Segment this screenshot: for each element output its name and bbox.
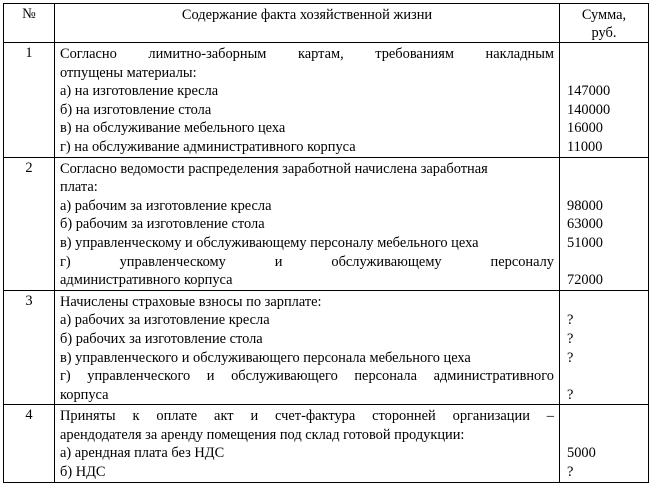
header-content: Содержание факта хозяйственной жизни [55,4,560,43]
header-sum-line1: Сумма, [581,7,627,23]
amount-value: 140000 [567,101,611,118]
amount-value: ? [567,349,574,366]
row-title-line: отпущены материалы: [60,64,197,81]
amount-value: 51000 [567,234,603,251]
amount-value: 63000 [567,216,603,233]
row-amounts [560,405,649,482]
amount-value: 5000 [567,445,596,462]
row-item: в) на обслуживание мебельного цеха [60,120,286,137]
amount-value: ? [567,330,574,347]
header-sum [560,4,649,43]
row-title-line: Согласно лимитно-заборным картам, требованиям накладным [60,46,554,62]
row-item: а) рабочим за изготовление кресла [60,197,272,214]
row-item: а) на изготовление кресла [60,83,219,100]
row-item: в) управленческого и обслуживающего персонала мебельного цеха [60,349,471,366]
amount-value: 147000 [567,83,611,100]
row-amounts [560,290,649,405]
row-item: в) управленческому и обслуживающему персоналу мебельного цеха [60,234,479,251]
table-row [4,157,649,290]
table-row [4,405,649,482]
header-sum-line2: руб. [591,25,617,41]
amount-value: ? [567,312,574,329]
amount-value: ? [567,464,574,481]
row-item: б) НДС [60,464,106,481]
amount-value: ? [567,386,574,403]
facts-table [3,3,649,483]
row-number: 4 [4,405,55,482]
row-title-line: Начислены страховые взносы по зарплате: [60,293,322,310]
header-number: № [4,4,55,43]
row-item: а) рабочих за изготовление кресла [60,312,270,329]
row-content [55,290,560,405]
row-item: б) на изготовление стола [60,101,212,118]
row-number: 1 [4,43,55,158]
row-amounts [560,157,649,290]
table-row [4,43,649,158]
row-item: административного корпуса [60,272,233,289]
row-item: г) управленческому и обслуживающему персоналу [60,253,554,270]
amount-value: 16000 [567,120,603,137]
row-item: а) арендная плата без НДС [60,445,225,462]
row-content [55,157,560,290]
row-item: корпуса [60,386,109,403]
table-row [4,290,649,405]
row-item: г) на обслуживание административного корпуса [60,138,356,155]
row-number: 2 [4,157,55,290]
table-header-row [4,4,649,43]
document [3,3,648,483]
row-title-line: Приняты к оплате акт и счет-фактура сторонней организации – [60,408,554,425]
row-title-line: Согласно ведомости распределения заработной начислена заработная [60,160,488,177]
row-content [55,405,560,482]
row-item: б) рабочим за изготовление стола [60,216,265,233]
row-amounts [560,43,649,158]
row-title-line: арендодателя за аренду помещения под склад готовой продукции: [60,426,465,443]
row-content [55,43,560,158]
row-item: б) рабочих за изготовление стола [60,330,263,347]
row-title-line: плата: [60,179,98,196]
amount-value: 72000 [567,272,603,289]
row-item: г) управленческого и обслуживающего персонала административного [60,368,554,385]
amount-value: 98000 [567,197,603,214]
amount-value: 11000 [567,138,603,155]
row-number: 3 [4,290,55,405]
